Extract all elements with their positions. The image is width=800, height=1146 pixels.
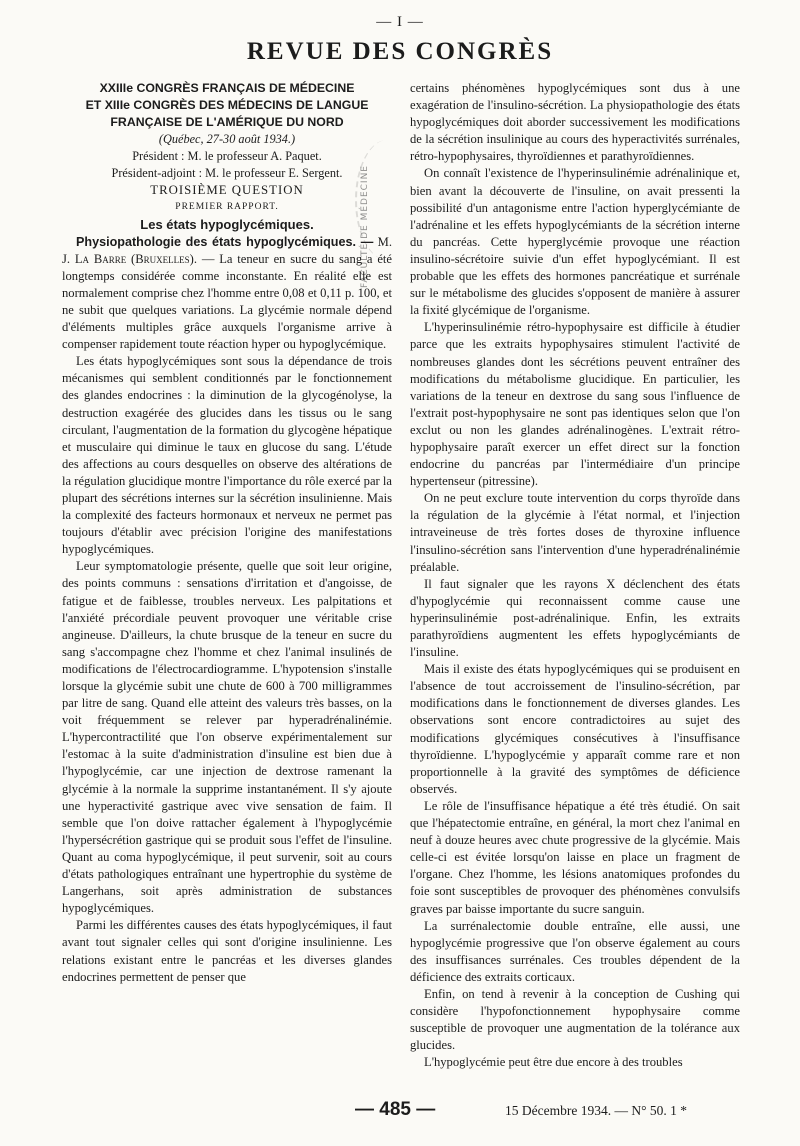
vice-president-line: Président-adjoint : M. le professeur E. Sergent. <box>111 166 343 181</box>
page-number: — 485 — <box>355 1099 436 1120</box>
library-stamp-text: FACULTÉ DE MÉDECINE <box>360 165 370 288</box>
paragraph: On ne peut exclure toute intervention du corps thyroïde dans la régulation de la glycémie à l'état normal, et l'injection intraveineuse de très fortes doses de thyroxine influence l'insulino-sécrétion sans l'intervention d'une hyperadrénalinémie préalable. <box>410 491 740 574</box>
paragraph-text: — La teneur en sucre du sang a été longtemps considérée comme inconstante. En réalité elle est normalement comprise chez l'homme entre 0,08 et 0,11 p. 100, et ne subit que quelques variations. La glycémie normale dépend d'éléments multiples grâce auxquels l'organisme arrive à compenser rapidement toute réaction hyper ou hypoglycémique. <box>62 251 392 352</box>
paragraph: Parmi les différentes causes des états hypoglycémiques, il faut avant tout signaler celles qui sont d'origine insulinienne. Les relations existant entre le pancréas et les diverses glandes endocrines permettent de penser que <box>62 918 392 984</box>
paragraph: On connaît l'existence de l'hyperinsulinémie adrénalinique et, bien avant la découverte de l'insuline, on avait pressenti la possibilité d'un antagonisme entre l'action hyperglycémiante de l'adrénaline et les effets hypoglycémiants de la sécrétion interne du pancréas. Cette hyperglycémie provoque une réaction insulino-sécrétoire suivie d'un effet hypoglycémiant. Il est probable que les effets des hormones pancréatique et surrénale sur le métabolisme des glucides s'opposent de manière à assurer la fixité glycémique de l'organisme. <box>410 166 740 318</box>
congress-dates: (Québec, 27-30 août 1934.) <box>158 132 296 146</box>
paragraph: Enfin, on tend à revenir à la conception de Cushing qui considère l'hypofonctionnement hypophysaire comme susceptible de provoquer une augmentation de la tolérance aux glucides. <box>410 986 740 1053</box>
congress-title-line-1: XXIIIe CONGRÈS FRANÇAIS DE MÉDECINE <box>99 81 355 95</box>
paragraph: L'hypoglycémie peut être due encore à des troubles <box>424 1055 683 1070</box>
question-heading: TROISIÈME QUESTION <box>150 183 304 198</box>
paragraph: certains phénomènes hypoglycémiques sont dus à une exagération de l'insulino-sécrétion. La physiopathologie des états hypoglycémiques doit aborder successivement les modifications de la sécrétion insulinique au cours des hyperactivités surrénales, rétro-hypophysaires, thyroïdiennes et parathyroïdiennes. <box>410 81 740 164</box>
author-name: M. J. La Barre (Bruxelles). <box>62 234 392 266</box>
paragraph: La surrénalectomie double entraîne, elle aussi, une hypoglycémie progressive que l'on observe également au cours des insuffisances surrénales. Ces troubles dépendent de la déficience des extraits corticaux. <box>410 918 740 984</box>
right-column <box>410 80 740 1071</box>
paragraph <box>62 234 392 354</box>
paragraph: Le rôle de l'insuffisance hépatique a été très étudié. On sait que l'hépatectomie entraîne, en général, la mort chez l'animal en neuf à douze heures avec chute progressive de la glycémie. Mais celle-ci est évitée lorsqu'on laisse en place un fragment de l'organe. Chez l'homme, les lésions anatomiques profondes du foie sont susceptibles de provoquer des phénomènes convulsifs graves par baisse importante du sucre sanguin. <box>410 798 740 916</box>
issue-date: 15 Décembre 1934. — N° 50. 1 * <box>505 1103 687 1118</box>
paragraph: Les états hypoglycémiques sont sous la dépendance de trois mécanismes qui semblent conditionnés par le fonctionnement des glandes endocrines : la diminution de la glycogénolyse, la destruction exagérée des glucides dans les tissus ou le sang circulant, l'augmentation de la formation du glycogène hépatique et musculaire qui diminue le taux en glucose du sang. L'étude des affections au cours desquelles on observe des altérations de la régulation glucidique montre l'importance du rôle exercé par la plupart des sécrétions internes sur la sécrétion insulinienne. Mais la complexité des facteurs hormonaux et nerveux ne permet pas toujours d'établir avec précision l'origine des manifestations hypoglycémiques. <box>62 354 392 557</box>
paragraph: L'hyperinsulinémie rétro-hypophysaire est difficile à étudier parce que les extraits hypophysaires stimulent l'activité de nombreuses glandes dont les sécrétions peuvent entraîner des modifications du métabolisme glucidique. En particulier, les variations de la teneur en dextrose du sang sous l'influence de l'extrait post-hypophysaire ne sont pas identiques selon que l'on exclut ou non les glandes adrénalinogènes. L'extrait rétro-hypophysaire paraît exercer un effet direct sur la fonction endocrine du pancréas par l'intermédiaire d'un principe hypertenseur (pitressine). <box>410 320 740 489</box>
congress-title-line-2: ET XIIIe CONGRÈS DES MÉDECINS DE LANGUE <box>85 98 369 112</box>
page-footer <box>0 1099 800 1121</box>
running-title: REVUE DES CONGRÈS <box>246 38 554 65</box>
paragraph: Leur symptomatologie présente, quelle que soit leur origine, des points communs : sensations d'irritation et d'angoisse, de fatigue et de faiblesse, troubles nerveux. Les palpitations et l'anxiété précordiale peuvent provoquer une véritable crise angineuse. D'ailleurs, la chute brusque de la teneur en sucre du sang s'accompagne chez l'homme et chez l'animal insulinés de modifications de l'électrocardiogramme. L'hypotension s'installe lorsque la glycémie subit une chute de 600 à 700 milligrammes par litre de sang. Quand elle atteint des valeurs très basses, on la voit fréquemment se relever par hyperadrénalinémie. L'hypercontractilité que l'on observe expérimentalement sur l'estomac à la suite d'administration d'insuline est bien due à l'hypoglycémie, car une injection de dextrose ramenant la glycémie à la normale la supprime instantanément. Il s'y ajoute une hyperactivité gastrique avec vive sensation de faim. Il semble que l'on doive rattacher également à l'hypoglycémie l'hypersécrétion gastrique qui se produit sous l'effet de l'insuline. Quant au coma hypoglycémique, il peut survenir, soit au cours d'états pathologiques entraînant une hypertrophie du système de Langerhans, soit après administration de substances hypoglycémiques. <box>62 559 392 916</box>
congress-title-line-3: FRANÇAISE DE L'AMÉRIQUE DU NORD <box>110 115 344 129</box>
section-subheading: Physiopathologie des états hypoglycémiques. — <box>76 234 374 249</box>
page-marker: — I — <box>376 14 424 30</box>
paragraph: Mais il existe des états hypoglycémiques qui se produisent en l'absence de tout accroissement de l'insulino-sécrétion, par modifications dans le fonctionnement de diverses glandes. Les observations sont encore contradictoires au sujet des modifications glycémiques consécutives à l'insuffisance thyroïdienne. L'hypoglycémie y apparaît comme rare et non proportionnelle à la gravité des symptômes de déficience observés. <box>410 662 740 796</box>
left-column <box>62 80 392 986</box>
paragraph: Il faut signaler que les rayons X déclenchent des états d'hypoglycémie qui reconnaissent comme cause une hyperinsulinémie post-adrénalinique. Enfin, les extraits parathyroïdiens augmentent les effets hypoglycémiants de l'insuline. <box>410 576 740 660</box>
topic-title: Les états hypoglycémiques. <box>140 217 314 233</box>
president-line: Président : M. le professeur A. Paquet. <box>132 149 322 164</box>
report-number: PREMIER RAPPORT. <box>175 202 279 213</box>
